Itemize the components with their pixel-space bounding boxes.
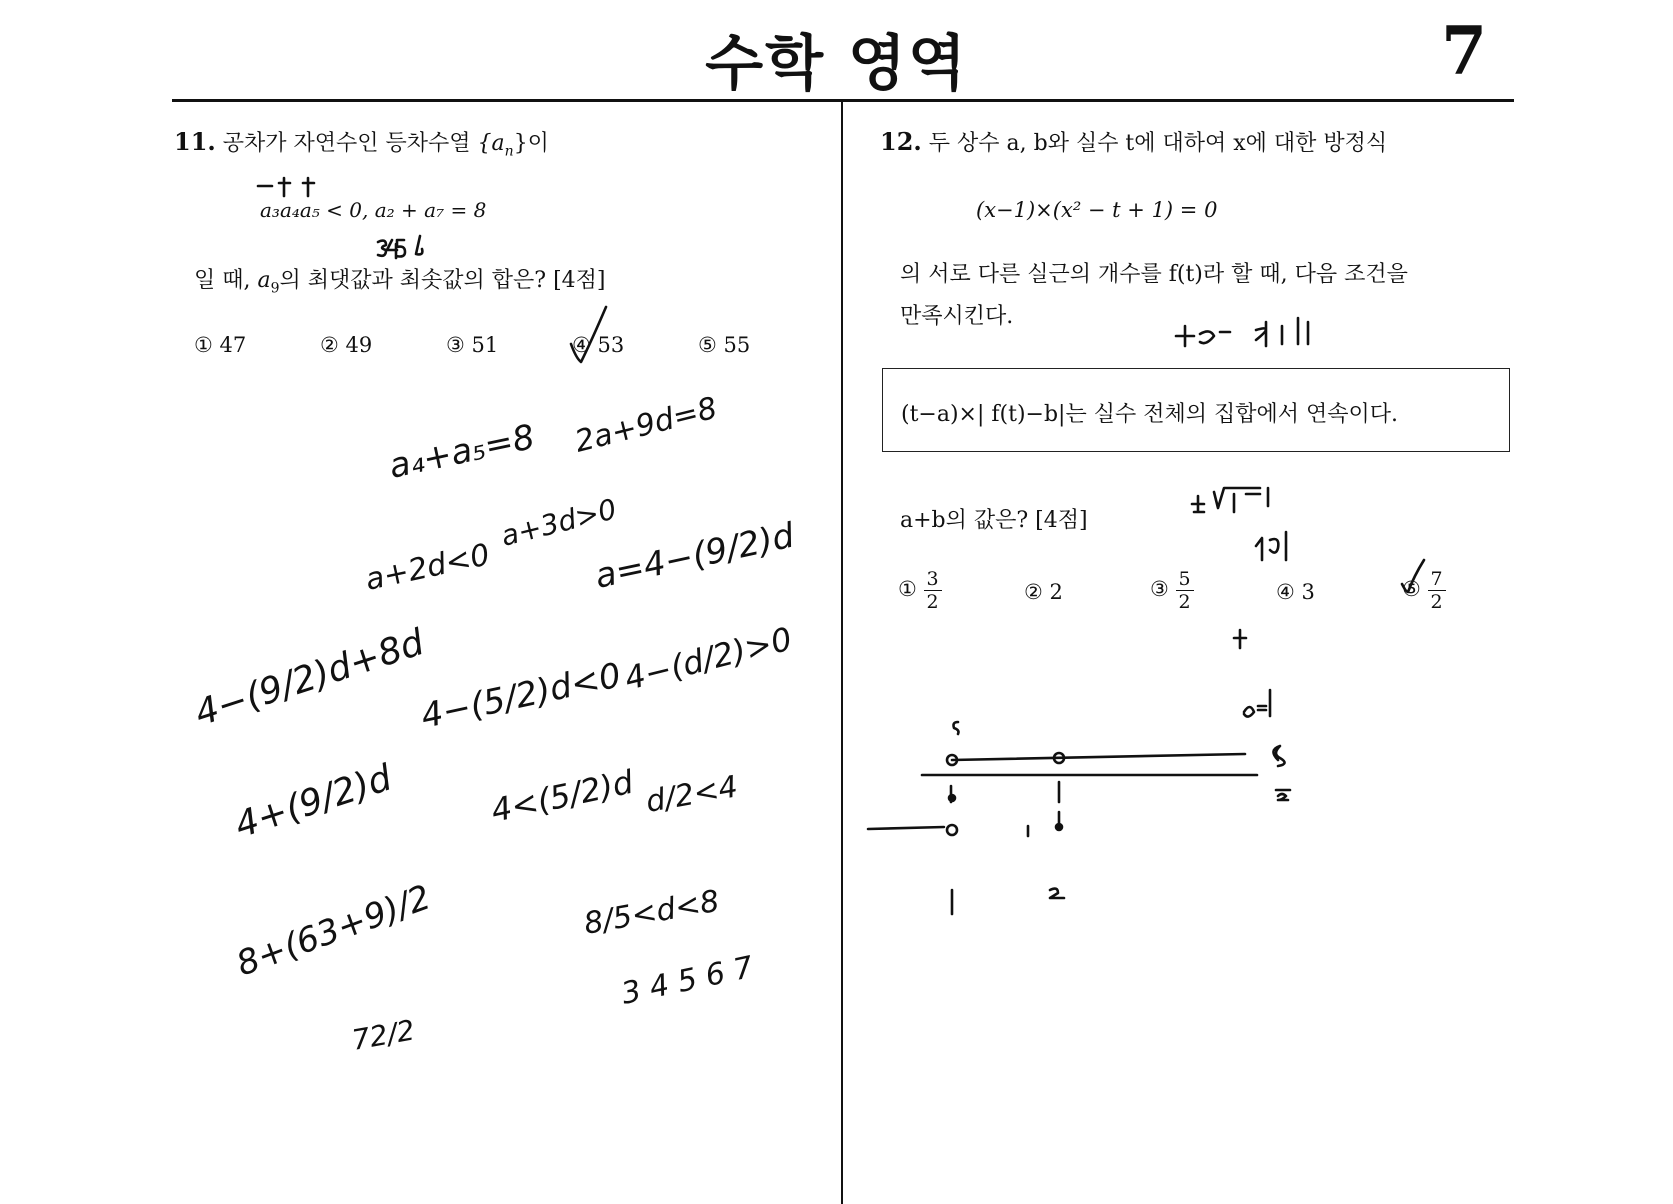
work-a-2d: a+2d<0 — [362, 537, 493, 598]
q11-option-1[interactable]: ① 47 — [194, 333, 247, 357]
q12-option-2-mark: ② — [1024, 580, 1043, 604]
q11-ask-sub: 9 — [270, 280, 280, 297]
work-line-i: 3 4 5 6 7 — [618, 949, 757, 1012]
q11-sign-marks — [258, 178, 314, 196]
q12-option-5-num: 7 — [1428, 568, 1446, 591]
q11-ask-post: 의 최댓값과 최솟값의 합은? [4점] — [279, 268, 606, 293]
q11-seq-end: }이 — [513, 131, 549, 156]
filled-point-1 — [949, 795, 955, 801]
work-line-g: 8/5<d<8 — [581, 883, 723, 942]
q12-option-3-num: 5 — [1176, 568, 1194, 591]
q12-number: 12. — [880, 127, 922, 156]
work-line-h: 8+(63+9)/2 — [231, 877, 436, 985]
work-line-c: 4−(d/2)>0 — [620, 619, 796, 698]
q12-option-3-den: 2 — [1178, 591, 1191, 613]
work-a4-a5: a₄+a₅=8 — [385, 417, 539, 487]
work-line-j: 72/2 — [349, 1013, 418, 1057]
q12-check-mark — [1402, 560, 1424, 592]
q12-text-line2: 만족시킨다. — [900, 304, 1014, 329]
work-line-a: 4−(9/2)d+8d — [190, 622, 430, 735]
graph-line-upper — [952, 754, 1245, 760]
q11-seq: {a — [477, 131, 505, 156]
q12-option-4-mark: ④ — [1276, 580, 1295, 604]
q12-option-1-mark: ① — [898, 577, 917, 601]
q12-ask: a+b의 값은? [4점] — [900, 508, 1088, 533]
q12-option-5-den: 2 — [1430, 591, 1443, 613]
sketch-label-t-gt-1 — [1256, 532, 1286, 560]
work-a-3d: a+3d>0 — [497, 492, 620, 553]
q11-seq-sub: n — [504, 143, 514, 160]
work-2a-9d: 2a+9d=8 — [571, 390, 721, 460]
sketch-label-2 — [1050, 889, 1064, 898]
q11-option-4[interactable]: ④ 53 — [572, 333, 625, 357]
q12-option-4-text: 3 — [1301, 580, 1315, 604]
q11-check-mark — [571, 307, 606, 362]
open-point-lower — [947, 825, 957, 835]
q11-option-3[interactable]: ③ 51 — [446, 333, 499, 357]
q11-number: 11. — [174, 127, 216, 156]
q12-equation: (x−1)×(x² − t + 1) = 0 — [976, 198, 1218, 222]
sketch-label-t — [1234, 630, 1246, 648]
q12-option-3-mark: ③ — [1150, 577, 1169, 601]
filled-point-2 — [1056, 824, 1062, 830]
q11-ask-pre: 일 때, — [194, 268, 251, 293]
q11-index-marks — [378, 236, 422, 258]
work-a-eq: a=4−(9/2)d — [591, 515, 798, 597]
q12-stem: 두 상수 a, b와 실수 t에 대하여 x에 대한 방정식 — [928, 131, 1388, 156]
q12-option-2-text: 2 — [1049, 580, 1063, 604]
sketch-label-a-eq-1 — [1244, 690, 1270, 717]
work-line-e: 4<(5/2)d — [487, 762, 637, 830]
q12-option-1-den: 2 — [926, 591, 939, 613]
sketch-label-top-note — [1176, 318, 1308, 346]
q12-option-1-num: 3 — [924, 568, 942, 591]
dashed-guides — [951, 782, 1059, 836]
page-header-title: 수학 영역 — [705, 29, 968, 99]
q11-option-2[interactable]: ② 49 — [320, 333, 373, 357]
sketch-label-5-over-2 — [1273, 746, 1290, 800]
sketch-label-t-pm-sqrt — [1192, 488, 1268, 512]
work-line-f: d/2<4 — [643, 769, 741, 820]
q12-text-line1: 의 서로 다른 실근의 개수를 f(t)라 할 때, 다음 조건을 — [900, 262, 1408, 287]
q12-condition-text: (t−a)×| f(t)−b|는 실수 전체의 집합에서 연속이다. — [901, 402, 1398, 427]
q11-condition: a₃a₄a₅ < 0, a₂ + a₇ = 8 — [260, 198, 487, 222]
work-line-d: 4+(9/2)d — [230, 757, 397, 847]
q11-option-5[interactable]: ⑤ 55 — [698, 333, 751, 357]
graph-line-left — [868, 827, 944, 829]
q11-ask-var: a — [257, 268, 271, 293]
q12-option-5-mark: ⑤ — [1402, 577, 1421, 601]
q11-stem: 공차가 자연수인 등차수열 — [222, 131, 471, 156]
sketch-label-9 — [954, 722, 959, 734]
work-line-b: 4−(5/2)d<0 — [417, 655, 625, 737]
page-number: 7 — [1441, 12, 1487, 90]
